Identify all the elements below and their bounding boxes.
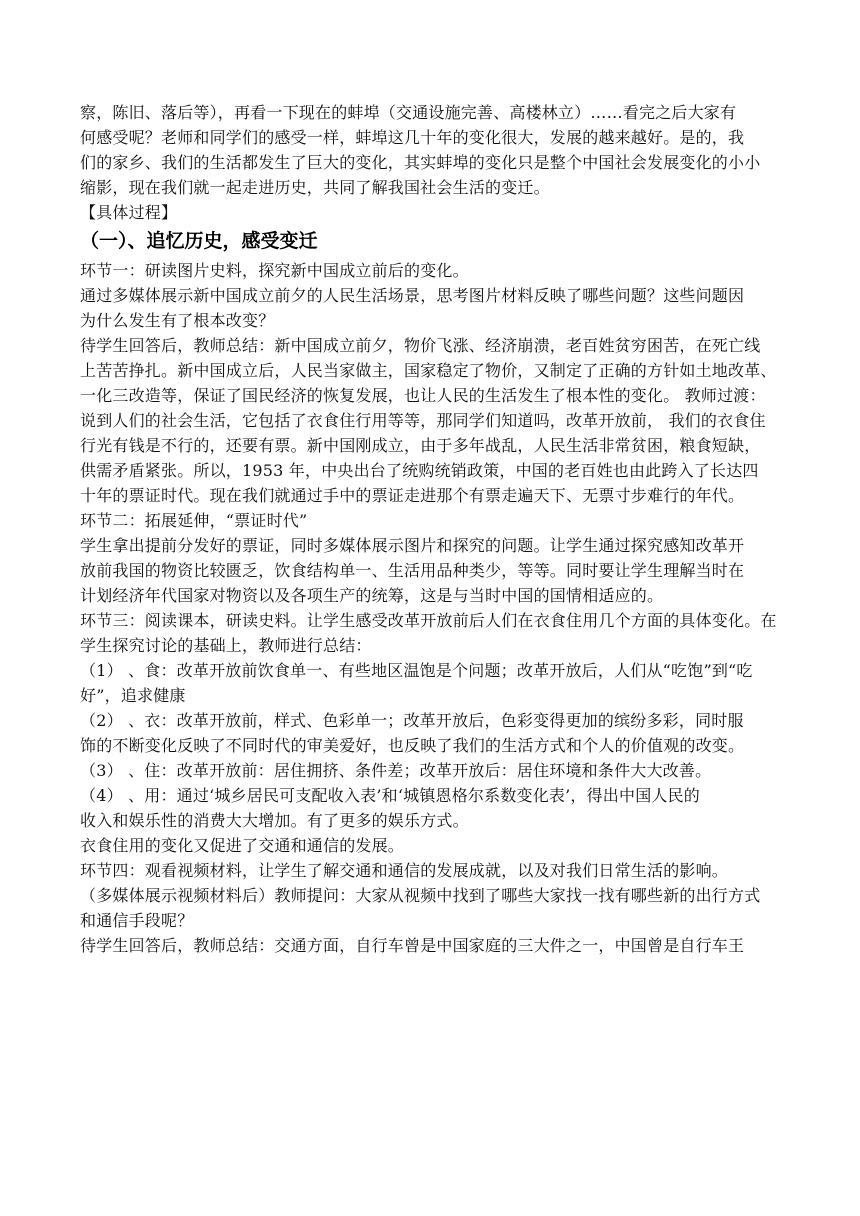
process-label: 【具体过程】 — [80, 203, 178, 222]
body-line: 计划经济年代国家对物资以及各项生产的统筹，这是与当时中国的国情相适应的。 — [80, 586, 664, 605]
intro-line: 们的家乡、我们的生活都发生了巨大的变化，其实蚌埠的变化只是整个中国社会发展变化的小小 — [80, 153, 761, 172]
body-line: 和通信手段呢？ — [80, 911, 194, 930]
body-line: 待学生回答后，教师总结：新中国成立前夕，物价飞涨、经济崩溃，老百姓贫穷困苦，在死亡线 — [80, 336, 761, 355]
body-line: （3） 、住：改革开放前：居住拥挤、条件差；改革开放后：居住环境和条件大大改善。 — [80, 761, 712, 780]
intro-line: 何感受呢？老师和同学们的感受一样，蚌埠这几十年的变化很大，发展的越来越好。是的，我 — [80, 128, 745, 147]
section-heading: （一）、追忆历史，感受变迁 — [80, 230, 318, 252]
body-line: 收入和娱乐性的消费大大增加。有了更多的娱乐方式。 — [80, 811, 469, 830]
document-page — [80, 100, 794, 958]
body-line: 行光有钱是不行的，还要有票。新中国刚成立，由于多年战乱，人民生活非常贫困，粮食短缺， — [80, 436, 761, 455]
body-line: （4） 、用：通过‘城乡居民可支配收入表’和‘城镇恩格尔系数变化表’，得出中国人民的 — [80, 786, 701, 805]
body-line: 为什么发生有了根本改变？ — [80, 311, 275, 330]
body-line: 好”，追求健康 — [80, 686, 186, 705]
body-line: 待学生回答后，教师总结：交通方面，自行车曾是中国家庭的三大件之一，中国曾是自行车王 — [80, 936, 745, 955]
body-line: 上苦苦挣扎。新中国成立后，人民当家做主，国家稳定了物价，又制定了正确的方针如土地改革、 — [80, 361, 777, 380]
body-line: 饰的不断变化反映了不同时代的审美爱好，也反映了我们的生活方式和个人的价值观的改变。 — [80, 736, 745, 755]
body-line: 学生探究讨论的基础上，教师进行总结： — [80, 636, 372, 655]
body-line: 学生拿出提前分发好的票证，同时多媒体展示图片和探究的问题。让学生通过探究感知改革开 — [80, 536, 745, 555]
body-line: （多媒体展示视频材料后）教师提问：大家从视频中找到了哪些大家找一找有哪些新的出行方式 — [80, 886, 761, 905]
body-line: 一化三改造等，保证了国民经济的恢复发展，也让人民的生活发生了根本性的变化。 教师过渡： — [80, 386, 766, 405]
body-line: 环节四：观看视频材料，让学生了解交通和通信的发展成就，以及对我们日常生活的影响。 — [80, 861, 729, 880]
body-line: 环节三：阅读课本，研读史料。让学生感受改革开放前后人们在衣食住用几个方面的具体变化。在 — [80, 611, 777, 630]
body-line: （2） 、衣：改革开放前，样式、色彩单一；改革开放后，色彩变得更加的缤纷多彩，同时服 — [80, 711, 744, 730]
body-line: 衣食住用的变化又促进了交通和通信的发展。 — [80, 836, 405, 855]
intro-line: 缩影，现在我们就一起走进历史，共同了解我国社会生活的变迁。 — [80, 178, 550, 197]
body-text — [80, 258, 794, 958]
body-line: 环节一：研读图片史料，探究新中国成立前后的变化。 — [80, 261, 469, 280]
intro-line: 察，陈旧、落后等），再看一下现在的蚌埠（交通设施完善、高楼林立）……看完之后大家有 — [80, 103, 737, 122]
body-line: 十年的票证时代。现在我们就通过手中的票证走进那个有票走遍天下、无票寸步难行的年代。 — [80, 486, 745, 505]
intro-paragraph — [80, 100, 794, 200]
body-line: （1） 、食：改革开放前饮食单一、有些地区温饱是个问题；改革开放后，人们从“吃饱”到“吃 — [80, 661, 753, 680]
body-line: 放前我国的物资比较匮乏，饮食结构单一、生活用品种类少，等等。同时要让学生理解当时在 — [80, 561, 745, 580]
body-line: 环节二：拓展延伸，“票证时代” — [80, 511, 308, 530]
body-line: 供需矛盾紧张。所以，1953 年，中央出台了统购统销政策，中国的老百姓也由此跨入了长达四 — [80, 461, 759, 480]
body-line: 说到人们的社会生活，它包括了衣食住行用等等，那同学们知道吗，改革开放前， 我们的衣食住 — [80, 411, 766, 430]
body-line: 通过多媒体展示新中国成立前夕的人民生活场景，思考图片材料反映了哪些问题？这些问题因 — [80, 286, 745, 305]
